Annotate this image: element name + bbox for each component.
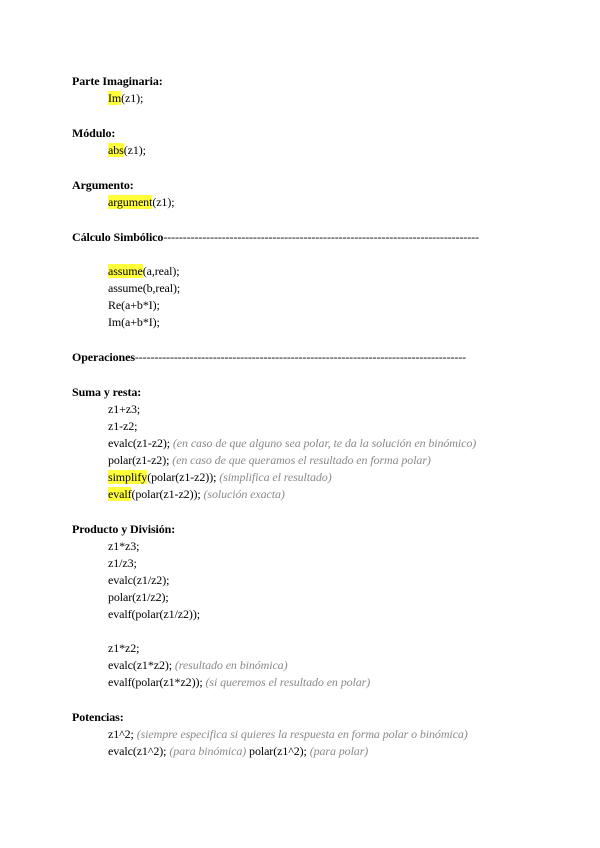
heading-argumento: Argumento: [72,178,134,192]
heading-calculo-simbolico [72,230,479,245]
heading-suma-resta: Suma y resta: [72,385,142,399]
highlighted-function: Im [108,91,122,105]
code-line: z1*z2; [108,641,140,655]
comment-note: (en caso de que alguno sea polar, te da la solución en binómico) [172,436,477,450]
code-line-evalc [108,436,476,451]
code-line: z1/z3; [108,556,137,570]
code-text: polar(z1^2); [249,744,307,758]
highlighted-function: argument [108,195,153,209]
code-line-simplify [108,470,332,485]
code-line-im-ab: Im(a+b*I); [108,315,160,329]
code-text: evalc(z1-z2); [108,436,170,450]
code-line-evalf [108,487,285,502]
heading-text: Cálculo Simbólico [72,230,164,244]
dash-rule: ------------------------------------------------------------------------------------- [134,350,467,364]
heading-potencias: Potencias: [72,710,124,724]
highlighted-function: simplify [108,470,148,484]
code-line-evalc [108,658,287,673]
code-line-argument [108,195,174,210]
code-text: (polar(z1-z2)); [147,470,217,484]
code-line-power [108,727,468,742]
code-line: z1+z3; [108,402,141,416]
dash-rule: --------------------------------------------------------------------------------- [163,230,479,244]
comment-note: (solución exacta) [203,487,285,501]
code-line-abs [108,143,146,158]
comment-note: (simplifica el resultado) [219,470,332,484]
code-text: (polar(z1-z2)); [131,487,201,501]
heading-producto-division: Producto y División: [72,522,176,536]
comment-note: (para polar) [309,744,369,758]
code-line: polar(z1/z2); [108,590,169,604]
code-text: (z1); [121,91,144,105]
code-text: evalf(polar(z1*z2)); [108,675,203,689]
code-line: z1-z2; [108,419,138,433]
code-line-assume-a [108,264,179,279]
heading-text: Operaciones [72,350,135,364]
code-text: z1^2; [108,727,134,741]
code-text: (a,real); [142,264,180,278]
comment-note: (resultado en binómica) [174,658,288,672]
code-line-assume-b: assume(b,real); [108,281,181,295]
heading-operaciones [72,350,466,365]
code-line: z1*z3; [108,539,140,553]
highlighted-function: evalf [108,487,132,501]
code-text: polar(z1-z2); [108,453,170,467]
code-line-im [108,91,143,106]
code-text: (z1); [152,195,175,209]
code-line-re: Re(a+b*I); [108,298,160,312]
code-line-evalf [108,675,370,690]
comment-note: (si queremos el resultado en polar) [205,675,371,689]
code-line: evalf(polar(z1/z2)); [108,607,200,621]
code-line-polar [108,453,431,468]
comment-note: (en caso de que queramos el resultado en forma polar) [172,453,431,467]
comment-note: (para binómica) [169,744,247,758]
code-text: evalc(z1^2); [108,744,167,758]
heading-parte-imaginaria: Parte Imaginaria: [72,74,163,88]
comment-note: (siempre especifica si quieres la respuesta en forma polar o binómica) [136,727,468,741]
heading-modulo: Módulo: [72,126,116,140]
code-line: evalc(z1/z2); [108,573,170,587]
highlighted-function: abs [108,143,124,157]
code-text: (z1); [123,143,146,157]
code-line-power-forms [108,744,368,759]
code-text: evalc(z1*z2); [108,658,172,672]
highlighted-function: assume [108,264,143,278]
